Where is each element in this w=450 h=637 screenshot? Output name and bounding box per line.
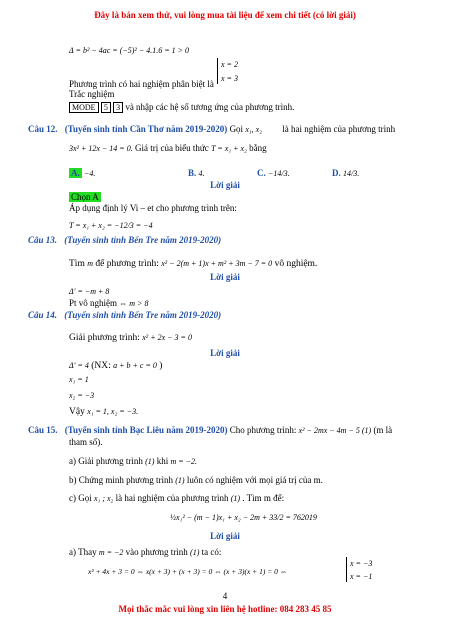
q13-question — [69, 258, 317, 270]
q12-solution-1: Áp dụng định lý Vi – et cho phương trình trên: — [69, 203, 237, 213]
q15-part-b-text-2: luôn có nghiệm với mọi giá trị của m. — [186, 475, 323, 485]
q15-line-1 — [28, 425, 392, 436]
q14-note-close: ) — [159, 361, 163, 371]
q14-conclusion-math: x₁ = 1, x₂ = −3. — [87, 407, 139, 416]
q13-text-1: Tìm — [69, 259, 85, 269]
q15-part-c-text: c) Gọi — [69, 493, 92, 503]
q13-solution-2 — [69, 298, 148, 309]
q15-part-c-equation: ½x₁² − (m − 1)x₁ + x₂ − 2m + 33/2 = 762019 — [170, 513, 317, 522]
q12-choose — [69, 192, 101, 203]
q13-var: m — [87, 259, 93, 268]
q13-text-2: để phương trình: — [95, 259, 159, 269]
q15-text-2: (m là — [373, 425, 393, 435]
q15-solution-a-m: m = −2 — [98, 548, 124, 557]
q14-header — [28, 310, 221, 321]
q15-line-2: tham số). — [69, 437, 103, 447]
q15-roots-brace — [346, 557, 347, 582]
q15-part-a — [69, 456, 197, 467]
q13-text-3: vô nghiệm. — [274, 259, 318, 269]
q13-equation: x² − 2(m + 1)x + m² + 3m − 7 = 0 — [161, 259, 273, 268]
mode-key: MODE — [69, 102, 99, 113]
q14-conclusion-text: Vậy — [69, 407, 85, 417]
q15-part-a-text-2: khi — [156, 456, 169, 466]
roots-brace — [217, 58, 218, 84]
q15-solution-label: Lời giải — [210, 531, 240, 541]
q15-part-c-text-3: . Tìm m để: — [242, 493, 285, 503]
q12-option-c-label: C. — [257, 168, 266, 178]
q14-solution-3: x₂ = −3 — [69, 391, 95, 400]
q12-text-2: là hai nghiệm của phương trình — [282, 124, 396, 134]
q12-option-b-label: B. — [188, 168, 197, 178]
q14-equation: x² + 2x − 3 = 0 — [142, 333, 192, 342]
q15-root-2: x = −1 — [350, 572, 373, 581]
key-3: 3 — [113, 102, 123, 113]
q13-solution-1: Δ′ = −m + 8 — [69, 287, 110, 296]
q15-part-b — [69, 475, 323, 486]
q13-solution-2-math: ⇔ m > 8 — [119, 299, 149, 308]
q15-text-1: Cho phương trình: — [229, 425, 297, 435]
q14-solution-1 — [69, 360, 162, 372]
q15-part-c-vars: x₁ ; x₂ — [94, 494, 114, 503]
q15-solution-a-equation: x² + 4x + 3 = 0 ⇔ x(x + 3) + (x + 3) = 0 ⇔ (x + 3)(x + 1) = 0 ⇔ — [88, 567, 288, 576]
roots-text: Phương trình có hai nghiệm phân biệt là — [69, 79, 214, 89]
q12-option-d — [332, 168, 359, 179]
q12-option-d-value: 14/3. — [343, 169, 360, 178]
q12-answer-choice: Chọn A — [71, 192, 99, 202]
root-1: x = 2 — [221, 60, 238, 69]
q12-option-c-value: −14/3. — [268, 169, 290, 178]
q12-option-a-label: A. — [71, 168, 80, 178]
q12-expression: T = x₁ + x₂ — [211, 144, 247, 153]
page-number: 4 — [222, 591, 228, 601]
page-footer: Mọi thắc mắc vui lòng xin liên hệ hotline: 084 283 45 85 — [118, 604, 332, 614]
q12-line — [28, 124, 395, 135]
q15-solution-a-text: a) Thay — [69, 547, 97, 557]
q15-part-c-text-2: là hai nghiệm của phương trình — [115, 493, 229, 503]
q15-part-c-ref: (1) — [230, 494, 241, 503]
multiple-choice-label: Trắc nghiệm — [69, 89, 115, 99]
delta-line: Δ = b² − 4ac = (−5)² − 4.1.6 = 1 > 0 — [69, 46, 190, 55]
q15-solution-a-text-3: ta có: — [201, 547, 222, 557]
q12-vars: x₁, x₂ — [245, 125, 262, 134]
q15-part-c — [69, 493, 284, 504]
q13-solution-label: Lời giải — [210, 272, 240, 282]
root-2: x = 3 — [221, 74, 238, 83]
calculator-instruction: và nhập các hệ số tương ứng của phương trình. — [125, 102, 295, 112]
q12-text-1: Gọi — [229, 124, 244, 134]
q12-source: (Tuyển sinh tỉnh Cần Thơ năm 2019-2020) — [64, 124, 228, 134]
q14-source: (Tuyển sinh tỉnh Bến Tre năm 2019-2020) — [64, 310, 222, 320]
q15-solution-a-text-2: vào phương trình — [125, 547, 188, 557]
q14-solution-4 — [69, 406, 138, 418]
key-5: 5 — [101, 102, 111, 113]
q15-part-a-ref: (1) — [145, 457, 155, 466]
q12-option-b-value: 4. — [198, 169, 205, 178]
calculator-keys — [69, 102, 294, 113]
q12-text-4: bằng — [249, 143, 267, 153]
q15-equation: x² − 2mx − 4m − 5 (1) — [298, 426, 372, 435]
q15-solution-a-ref: (1) — [190, 548, 200, 557]
q13-solution-2-text: Pt vô nghiệm — [69, 298, 118, 308]
q14-question — [69, 332, 192, 344]
q12-option-a — [69, 168, 95, 179]
q12-solution-label: Lời giải — [210, 180, 240, 190]
q12-text-3: Giá trị của biểu thức — [134, 143, 209, 153]
q15-part-a-text: a) Giải phương trình — [69, 456, 143, 466]
q14-note-math: a + b + c = 0 — [113, 361, 157, 370]
q14-solution-label: Lời giải — [210, 348, 240, 358]
q12-option-b — [188, 168, 205, 179]
q12-option-c — [257, 168, 290, 179]
q15-root-1: x = −3 — [350, 559, 373, 568]
q13-number: Câu 13. — [28, 235, 58, 245]
page-header: Đây là bản xem thử, vui lòng mua tài liệu để xem chi tiết (có lời giải) — [94, 10, 356, 20]
q14-solution-2: x₁ = 1 — [69, 375, 89, 384]
q15-solution-a — [69, 547, 221, 558]
q14-note-open: (NX: — [91, 361, 111, 371]
q12-line-2 — [69, 143, 267, 154]
q14-text-1: Giải phương trình: — [69, 333, 140, 343]
q15-part-b-text: b) Chứng minh phương trình — [69, 475, 174, 485]
q15-part-a-m: m = −2. — [170, 457, 198, 466]
q15-part-b-ref: (1) — [175, 476, 185, 485]
q15-number: Câu 15. — [28, 425, 58, 435]
q14-delta: Δ′ = 4 — [69, 361, 89, 370]
q12-equation: 3x² + 12x − 14 = 0. — [69, 144, 133, 153]
q15-source: (Tuyển sinh tỉnh Bạc Liêu năm 2019-2020) — [64, 425, 228, 435]
q13-source: (Tuyển sinh tỉnh Bến Tre năm 2019-2020) — [64, 235, 222, 245]
q12-option-a-value: −4. — [84, 169, 96, 178]
q12-number: Câu 12. — [28, 124, 58, 134]
q12-option-d-label: D. — [332, 168, 341, 178]
q14-number: Câu 14. — [28, 310, 58, 320]
q13-header — [28, 235, 221, 246]
q12-solution-2: T = x₁ + x₂ = −12/3 = −4 — [69, 221, 153, 230]
